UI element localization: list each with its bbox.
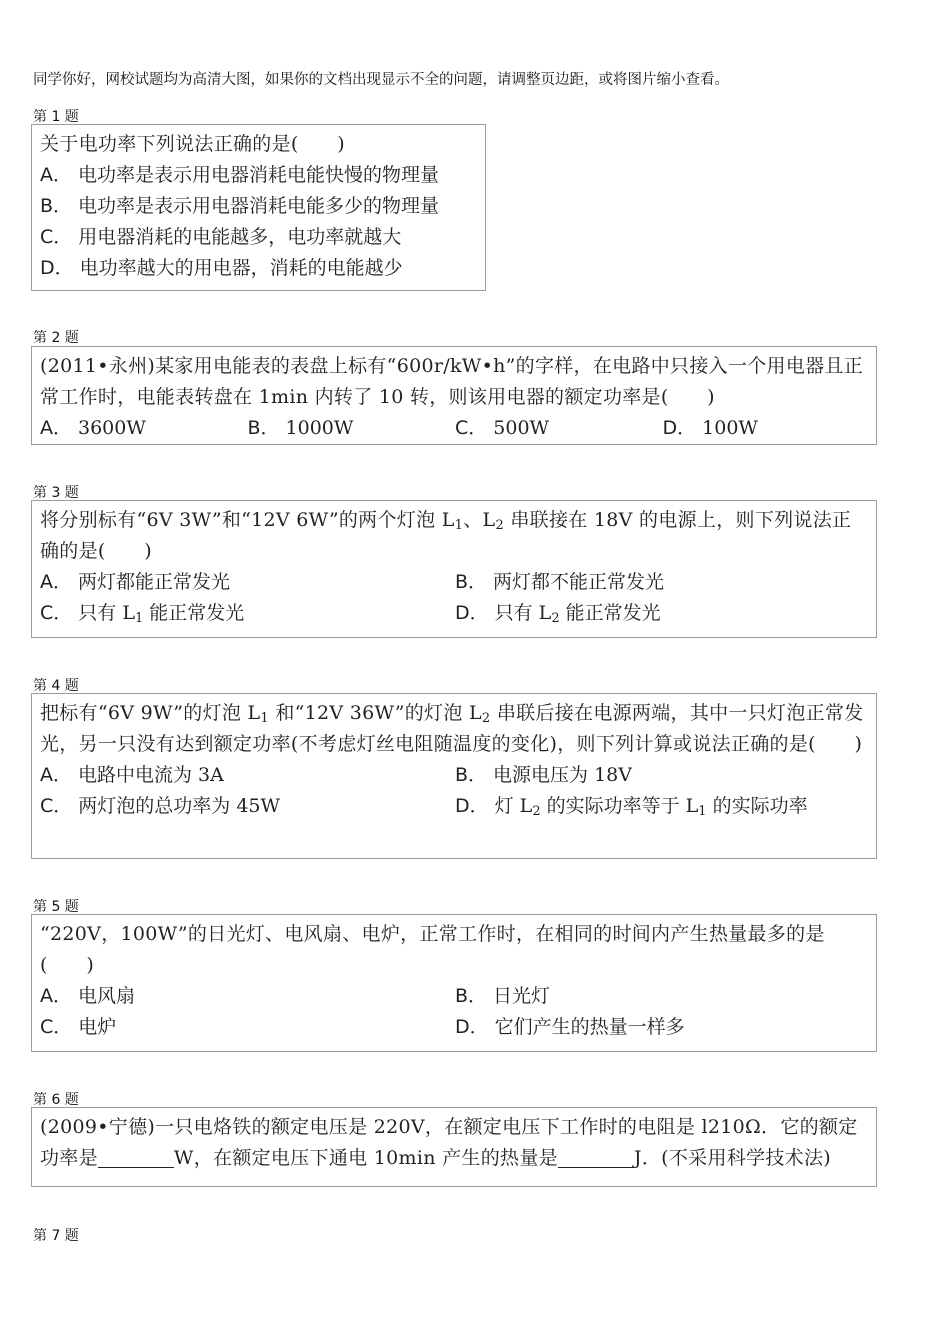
subscript: 1 <box>454 518 464 533</box>
option-a[interactable] <box>40 160 479 191</box>
question-stem: 关于电功率下列说法正确的是( ) <box>40 133 345 155</box>
question-box <box>31 693 877 859</box>
stem-text: 串联接在 18V 的电源上，则下列说法正确的是( ) <box>40 509 852 562</box>
option-letter: A． <box>40 164 72 186</box>
option-text: 电源电压为 18V <box>493 764 632 786</box>
option-letter: D． <box>40 257 74 279</box>
option-letter: D． <box>455 1016 489 1038</box>
option-text-part: 能正常发光 <box>559 602 661 624</box>
stem-text: 将分别标有“6V 3W”和“12V 6W”的两个灯泡 L <box>40 509 455 531</box>
option-letter: A． <box>40 417 72 439</box>
notice-text: 同学你好，网校试题均为高清大图，如果你的文档出现显示不全的问题，请调整页边距，或将图片缩小查看。 <box>33 72 729 88</box>
answer-blank[interactable] <box>98 1147 174 1168</box>
question-box <box>31 124 486 291</box>
question-label: 第 2 题 <box>33 330 79 346</box>
stem-text: 、L <box>463 509 496 531</box>
question-label: 第 3 题 <box>33 485 79 501</box>
option-c[interactable] <box>40 598 455 629</box>
question-box <box>31 346 877 445</box>
stem-text: 和“12V 36W”的灯泡 L <box>268 702 482 724</box>
answer-blank[interactable] <box>558 1147 634 1168</box>
option-letter: A． <box>40 985 72 1007</box>
option-b[interactable] <box>40 191 479 222</box>
question-label: 第 4 题 <box>33 678 79 694</box>
option-text: 它们产生的热量一样多 <box>494 1016 685 1038</box>
subscript: 1 <box>134 611 144 626</box>
option-d[interactable] <box>663 413 871 444</box>
question-box <box>31 1107 877 1187</box>
question-label: 第 6 题 <box>33 1092 79 1108</box>
option-text: 两灯泡的总功率为 45W <box>78 795 281 817</box>
option-letter: B． <box>40 195 73 217</box>
option-text: 电功率是表示用电器消耗电能快慢的物理量 <box>78 164 440 186</box>
question-label: 第 1 题 <box>33 109 79 125</box>
option-text-part: 灯 L <box>494 795 533 817</box>
option-text-part: 能正常发光 <box>143 602 245 624</box>
stem-text: 把标有“6V 9W”的灯泡 L <box>40 702 261 724</box>
question-stem <box>40 505 870 567</box>
option-c[interactable] <box>455 413 663 444</box>
option-text <box>495 598 661 629</box>
option-letter: A． <box>40 571 72 593</box>
option-a[interactable] <box>40 413 248 444</box>
option-b[interactable] <box>455 567 870 598</box>
option-text-part: 只有 L <box>494 602 552 624</box>
stem-text: W，在额定电压下通电 10min 产生的热量是 <box>173 1147 558 1169</box>
option-letter: B． <box>455 764 488 786</box>
stem-text: J．(不采用科学技术法) <box>633 1147 831 1169</box>
stem-text: 串联后接在电源两端，其中一只灯泡正常发光，另一只没有达到额定功率(不考虑灯丝电阻随温度的变化)，则下列计算或说法正确的是( ) <box>40 702 864 755</box>
option-a[interactable] <box>40 760 455 791</box>
option-text: 100W <box>702 417 758 439</box>
option-text: 500W <box>493 417 550 439</box>
option-text <box>78 598 244 629</box>
option-text: 1000W <box>285 417 354 439</box>
option-text-part: 的实际功率 <box>706 795 808 817</box>
option-letter: C． <box>455 417 488 439</box>
option-letter: C． <box>40 795 73 817</box>
question-label: 第 7 题 <box>33 1228 79 1244</box>
option-text: 用电器消耗的电能越多，电功率就越大 <box>78 226 402 248</box>
question-stem: “220V，100W”的日光灯、电风扇、电炉，正常工作时，在相同的时间内产生热量最多的是( ) <box>40 923 825 976</box>
question-stem: (2011•永州)某家用电能表的表盘上标有“600r/kW•h”的字样，在电路中只接入一个用电器且正常工作时，电能表转盘在 1min 内转了 10 转，则该用电器的额定功率是( ) <box>40 355 864 408</box>
subscript: 2 <box>495 518 505 533</box>
subscript: 1 <box>260 711 269 726</box>
option-letter: D． <box>455 602 489 624</box>
option-text: 电功率越大的用电器，消耗的电能越少 <box>79 257 403 279</box>
option-c[interactable] <box>40 1012 455 1043</box>
option-letter: C． <box>40 226 73 248</box>
option-text: 电炉 <box>78 1016 117 1038</box>
option-d[interactable] <box>455 598 870 629</box>
option-c[interactable] <box>40 791 455 822</box>
question-stem <box>40 1112 870 1174</box>
question-box <box>31 914 877 1052</box>
option-text <box>495 791 808 822</box>
subscript: 1 <box>698 804 707 819</box>
option-letter: B． <box>455 985 488 1007</box>
option-text: 两灯都能正常发光 <box>78 571 231 593</box>
option-text-part: 的实际功率等于 L <box>540 795 699 817</box>
option-letter: D． <box>662 417 697 439</box>
subscript: 2 <box>551 611 560 626</box>
question-label: 第 5 题 <box>33 899 79 915</box>
option-text: 两灯都不能正常发光 <box>493 571 665 593</box>
subscript: 2 <box>532 804 541 819</box>
option-letter: D． <box>455 795 489 817</box>
option-letter: B． <box>455 571 488 593</box>
option-a[interactable] <box>40 981 455 1012</box>
option-letter: B． <box>247 417 280 439</box>
option-a[interactable] <box>40 567 455 598</box>
option-text-part: 只有 L <box>78 602 135 624</box>
option-d[interactable] <box>40 253 479 284</box>
option-b[interactable] <box>455 760 870 791</box>
question-stem <box>40 698 870 760</box>
question-box <box>31 500 877 638</box>
option-text: 3600W <box>78 417 146 439</box>
option-text: 日光灯 <box>493 985 551 1007</box>
option-letter: C． <box>40 1016 73 1038</box>
option-letter: C． <box>40 602 73 624</box>
option-d[interactable] <box>455 1012 870 1043</box>
option-b[interactable] <box>455 981 870 1012</box>
option-letter: A． <box>40 764 72 786</box>
option-d[interactable] <box>455 791 870 822</box>
option-text: 电功率是表示用电器消耗电能多少的物理量 <box>78 195 440 217</box>
option-b[interactable] <box>248 413 456 444</box>
subscript: 2 <box>481 711 491 726</box>
option-c[interactable] <box>40 222 479 253</box>
option-text: 电风扇 <box>78 985 136 1007</box>
stem-text: (2009•宁德)一只电烙铁的额定电压是 220V，在额定电压下工作时的电阻是 l210Ω．它的额定功率是 <box>40 1116 858 1169</box>
option-text: 电路中电流为 3A <box>78 764 224 786</box>
